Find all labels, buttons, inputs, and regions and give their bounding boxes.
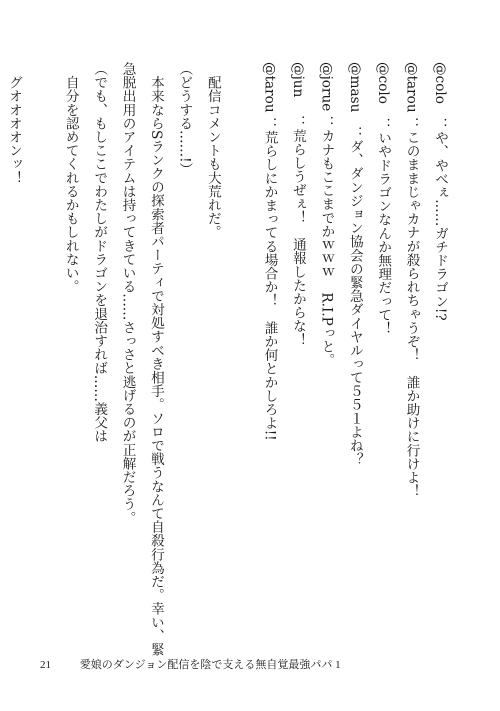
text-line: @masu ：ダ、ダンジョン協会の緊急ダイヤルって５５１よね？ — [346, 62, 363, 466]
text-line — [28, 62, 56, 622]
vertical-text-body — [5, 62, 454, 657]
page-footer — [40, 656, 341, 672]
text-line: @colo ：や、やべぇ……ガチドラゴン!? — [432, 62, 448, 321]
text-line: 本来ならSランクの探索者パーティで対処すべき相手。ソロで戦うなんて自殺行為だ。幸い、緊 — [147, 62, 164, 657]
text-line: 配信コメントも大荒れだ。 — [204, 62, 221, 239]
text-line: （どうする……!） — [176, 62, 193, 177]
text-line: @jun ：荒らしうぜぇ！ 通報したからな！ — [289, 62, 306, 347]
text-line: @tarou ：荒らしにかまってる場合か！ 誰か何とかしろよ!! — [261, 62, 278, 441]
text-line: 急脱出用のアイテムは持ってきている……さっさと逃げるのが正解だろう。 — [119, 62, 136, 525]
text-line: @colo ：いやドラゴンなんか無理だって！ — [375, 62, 392, 336]
text-line: @jorue ：カナもここまでかｗｗｗ R.I.Pっと。 — [318, 62, 335, 367]
text-line — [227, 62, 255, 622]
text-line: 自分を認めてくれるかもしれない。 — [62, 62, 79, 294]
text-line: （でも、もしここでわたしがドラゴンを退治すれば……義父は — [91, 62, 108, 443]
text-line: グオオオオンッ！ — [5, 62, 22, 185]
text-line: @tarou ：このままじゃカナが殺られちゃうぞ！ 誰か助けに行けよ！ — [403, 62, 420, 498]
page-number: 21 — [40, 659, 51, 671]
book-title: 愛娘のダンジョン配信を陰で支える無自覚最強パパ 1 — [79, 659, 341, 671]
